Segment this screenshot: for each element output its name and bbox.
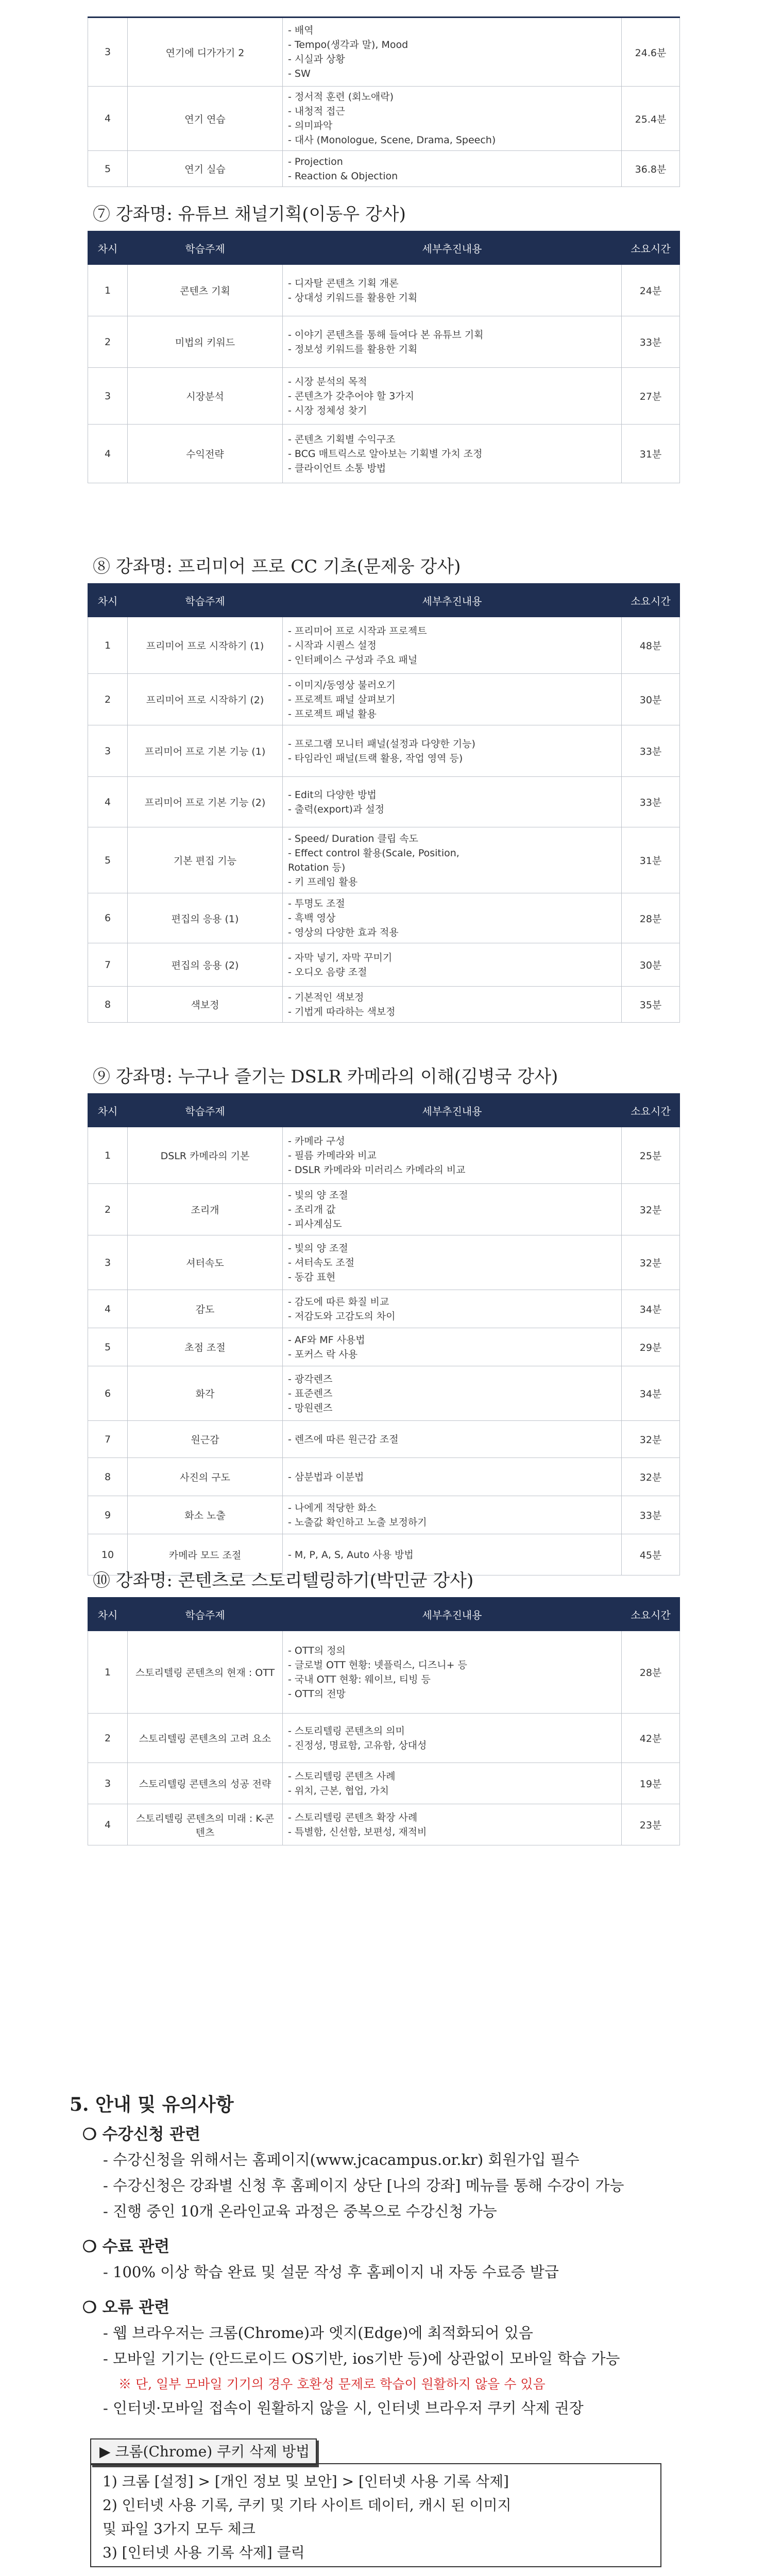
- session-number: 5: [88, 1328, 128, 1366]
- session-duration: 24분: [622, 265, 680, 316]
- session-duration: 23분: [622, 1804, 680, 1845]
- session-duration: 35분: [622, 987, 680, 1023]
- detail-item: - DSLR 카메라와 미러리스 카메라의 비교: [288, 1164, 466, 1176]
- session-duration: 33분: [622, 725, 680, 777]
- table-body: [88, 18, 680, 187]
- detail-item: - 프로그램 모니터 패널(설정과 다양한 기능): [288, 738, 475, 750]
- session-topic: 초점 조절: [128, 1328, 283, 1366]
- detail-item: - 대사 (Monologue, Scene, Drama, Speech): [288, 134, 496, 146]
- table-row: [88, 893, 680, 943]
- detail-item: - 이야기 콘텐츠를 통해 들여다 본 유튜브 기획: [288, 329, 484, 341]
- session-number: 8: [88, 987, 128, 1023]
- detail-item: - 노출값 확인하고 노출 보정하기: [288, 1516, 427, 1528]
- header-no: 차시: [88, 1094, 128, 1127]
- detail-item: - 삼분법과 이분법: [288, 1471, 364, 1483]
- session-topic: 기본 편집 기능: [128, 827, 283, 893]
- session-topic: 스토리텔링 콘텐츠의 성공 전략: [128, 1763, 283, 1804]
- table-row: [88, 368, 680, 425]
- detail-item: - 키 프레임 활용: [288, 876, 358, 888]
- session-duration: 34분: [622, 1290, 680, 1328]
- session-details: [283, 1290, 622, 1328]
- session-number: 2: [88, 1714, 128, 1763]
- session-details: [283, 1184, 622, 1235]
- session-topic: 수익전략: [128, 425, 283, 483]
- header-topic: 학습주제: [128, 584, 283, 617]
- table-header: [88, 584, 680, 617]
- session-number: 4: [88, 1290, 128, 1328]
- session-topic: 셔터속도: [128, 1235, 283, 1290]
- lecture-table-6: [88, 16, 680, 187]
- session-number: 1: [88, 617, 128, 674]
- session-topic: 화각: [128, 1366, 283, 1421]
- header-no: 차시: [88, 231, 128, 265]
- session-duration: 36.8분: [622, 151, 680, 187]
- session-duration: 31분: [622, 425, 680, 483]
- detail-item: - 오디오 음량 조절: [288, 966, 367, 978]
- enroll-line: - 진행 중인 10개 온라인교육 과정은 중복으로 수강신청 가능: [103, 2202, 497, 2220]
- error-line: - 인터넷·모바일 접속이 원활하지 않을 시, 인터넷 브라우저 쿠키 삭제 권장: [103, 2399, 584, 2417]
- detail-item: - 출력(export)과 설정: [288, 803, 385, 815]
- table-row: [88, 827, 680, 893]
- session-duration: 31분: [622, 827, 680, 893]
- session-details: [283, 1366, 622, 1421]
- header-topic: 학습주제: [128, 1598, 283, 1631]
- lecture-table-9: [88, 1093, 680, 1575]
- enroll-title: ❍ 수강신청 관련: [82, 2125, 201, 2144]
- chrome-step: 1) 크롬 [설정] > [개인 정보 및 보안] > [인터넷 사용 기록 삭제]: [103, 2473, 509, 2490]
- session-number: 2: [88, 1184, 128, 1235]
- session-details: [283, 1127, 622, 1184]
- notice-heading: 5. 안내 및 유의사항: [70, 2094, 234, 2115]
- session-topic: 연기 연습: [128, 87, 283, 151]
- header-time: 소요시간: [622, 1598, 680, 1631]
- session-number: 3: [88, 1763, 128, 1804]
- session-number: 1: [88, 265, 128, 316]
- chrome-box: [90, 2463, 661, 2567]
- session-topic: 미법의 키워드: [128, 316, 283, 368]
- session-number: 5: [88, 827, 128, 893]
- detail-item: - 망원렌즈: [288, 1402, 333, 1414]
- session-topic: 감도: [128, 1290, 283, 1328]
- detail-item: - 스토리텔링 콘텐츠 확장 사례: [288, 1811, 418, 1823]
- error-line: - 웹 브라우저는 크롬(Chrome)과 엣지(Edge)에 최적화되어 있음: [103, 2324, 533, 2342]
- lecture-table-10: [88, 1597, 680, 1845]
- completion-title: ❍ 수료 관련: [82, 2238, 170, 2256]
- session-duration: 42분: [622, 1714, 680, 1763]
- detail-item: Rotation 등): [288, 861, 346, 873]
- session-details: [283, 1714, 622, 1763]
- enroll-line: - 수강신청은 강좌별 신청 후 홈페이지 상단 [나의 강좌] 메뉴를 통해 수강이 가능: [103, 2177, 624, 2194]
- session-number: 1: [88, 1631, 128, 1714]
- detail-item: - 저감도와 고감도의 차이: [288, 1310, 396, 1322]
- detail-item: - Reaction & Objection: [288, 170, 398, 182]
- detail-item: - 나에게 적당한 화소: [288, 1502, 377, 1514]
- detail-item: - OTT의 전망: [288, 1688, 346, 1700]
- header-topic: 학습주제: [128, 231, 283, 265]
- session-topic: 카메라 모드 조절: [128, 1534, 283, 1575]
- section-9-title: ⑨ 강좌명: 누구나 즐기는 DSLR 카메라의 이해(김병국 강사): [93, 1066, 558, 1087]
- detail-item: - BCG 매트릭스로 알아보는 기획별 가치 조정: [288, 448, 483, 460]
- session-duration: 24.6분: [622, 18, 680, 87]
- detail-item: - 내청적 접근: [288, 106, 345, 117]
- detail-item: - 시작과 시퀀스 설정: [288, 639, 377, 651]
- header-details: 세부추진내용: [283, 1094, 622, 1127]
- error-title: ❍ 오류 관련: [82, 2298, 170, 2317]
- detail-item: - 기법게 따라하는 색보정: [288, 1006, 396, 1018]
- detail-item: - 특별함, 신선함, 보편성, 재적비: [288, 1826, 427, 1838]
- table-row: [88, 151, 680, 187]
- chrome-step: 3) [인터넷 사용 기록 삭제] 클릭: [103, 2544, 305, 2561]
- session-topic: 사진의 구도: [128, 1458, 283, 1496]
- table-row: [88, 1366, 680, 1421]
- session-number: 10: [88, 1534, 128, 1575]
- session-details: [283, 316, 622, 368]
- session-topic: 원근감: [128, 1421, 283, 1458]
- detail-item: - 인터페이스 구성과 주요 패널: [288, 654, 418, 666]
- lecture-table-8: [88, 583, 680, 1023]
- detail-item: - 콘텐츠가 갖추어야 할 3가지: [288, 390, 414, 402]
- session-details: [283, 1631, 622, 1714]
- table-row: [88, 1127, 680, 1184]
- error-warning: ※ 단, 일부 모바일 기기의 경우 호환성 문제로 학습이 원활하지 않을 수 있음: [118, 2377, 546, 2392]
- session-details: [283, 18, 622, 87]
- detail-item: - Projection: [288, 156, 343, 167]
- session-duration: 27분: [622, 368, 680, 425]
- session-number: 3: [88, 18, 128, 87]
- session-details: [283, 368, 622, 425]
- session-duration: 25.4분: [622, 87, 680, 151]
- session-details: [283, 827, 622, 893]
- session-details: [283, 674, 622, 725]
- session-duration: 33분: [622, 777, 680, 827]
- session-duration: 30분: [622, 943, 680, 987]
- session-details: [283, 1496, 622, 1534]
- detail-item: - 셔터속도 조절: [288, 1257, 355, 1268]
- completion-line: - 100% 이상 학습 완료 및 설문 작성 후 홈페이지 내 자동 수료증 발급: [103, 2263, 559, 2281]
- session-details: [283, 1763, 622, 1804]
- session-topic: 연기 실습: [128, 151, 283, 187]
- table-row: [88, 987, 680, 1023]
- detail-item: - 정서적 훈련 (회노애락): [288, 91, 394, 103]
- detail-item: - Edit의 다양한 방법: [288, 789, 377, 801]
- detail-item: - 영상의 다양한 효과 적용: [288, 927, 399, 938]
- header-topic: 학습주제: [128, 1094, 283, 1127]
- table-row: [88, 1804, 680, 1845]
- detail-item: - 글로벌 OTT 현황: 넷플릭스, 디즈니+ 등: [288, 1659, 467, 1671]
- chrome-box-header: ▶ 크롬(Chrome) 쿠키 삭제 방법: [90, 2438, 317, 2465]
- session-topic: 스토리텔링 콘텐츠의 미래 : K-콘텐츠: [128, 1804, 283, 1845]
- header-time: 소요시간: [622, 231, 680, 265]
- error-line: - 모바일 기기는 (안드로이드 OS기반, ios기반 등)에 상관없이 모바일 학습 가능: [103, 2350, 620, 2367]
- detail-item: - 카메라 구성: [288, 1135, 345, 1147]
- session-number: 1: [88, 1127, 128, 1184]
- detail-item: - 광각렌즈: [288, 1373, 333, 1385]
- detail-item: - M, P, A, S, Auto 사용 방법: [288, 1549, 414, 1561]
- session-number: 3: [88, 368, 128, 425]
- session-number: 4: [88, 87, 128, 151]
- detail-item: - 흑백 영상: [288, 912, 336, 924]
- session-number: 4: [88, 425, 128, 483]
- section-8-title: ⑧ 강좌명: 프리미어 프로 CC 기초(문제웅 강사): [93, 556, 461, 577]
- detail-item: - 이미지/동영상 불러오기: [288, 679, 396, 691]
- session-details: [283, 987, 622, 1023]
- detail-item: - 빛의 양 조절: [288, 1242, 348, 1254]
- session-topic: 색보정: [128, 987, 283, 1023]
- table-header: [88, 231, 680, 265]
- session-topic: 프리미어 프로 시작하기 (1): [128, 617, 283, 674]
- session-details: [283, 617, 622, 674]
- session-details: [283, 425, 622, 483]
- session-duration: 33분: [622, 316, 680, 368]
- session-number: 7: [88, 943, 128, 987]
- session-number: 9: [88, 1496, 128, 1534]
- detail-item: - 표준렌즈: [288, 1387, 333, 1399]
- session-topic: DSLR 카메라의 기본: [128, 1127, 283, 1184]
- header-details: 세부추진내용: [283, 584, 622, 617]
- session-details: [283, 943, 622, 987]
- session-number: 4: [88, 1804, 128, 1845]
- detail-item: - 프로젝트 패널 활용: [288, 708, 377, 720]
- session-details: [283, 1328, 622, 1366]
- session-duration: 45분: [622, 1534, 680, 1575]
- session-duration: 19분: [622, 1763, 680, 1804]
- session-duration: 32분: [622, 1421, 680, 1458]
- detail-item: - 상대성 키워드를 활용한 기획: [288, 292, 418, 303]
- session-duration: 28분: [622, 893, 680, 943]
- detail-item: - Effect control 활용(Scale, Position,: [288, 847, 459, 859]
- table-row: [88, 87, 680, 151]
- session-topic: 프리미어 프로 기본 기능 (1): [128, 725, 283, 777]
- session-topic: 콘텐츠 기획: [128, 265, 283, 316]
- table-header: [88, 1598, 680, 1631]
- detail-item: - 콘텐츠 기획별 수익구조: [288, 433, 396, 445]
- detail-item: - 시실과 상황: [288, 54, 345, 65]
- table-row: [88, 1235, 680, 1290]
- table-row: [88, 777, 680, 827]
- table-row: [88, 617, 680, 674]
- session-number: 4: [88, 777, 128, 827]
- session-duration: 29분: [622, 1328, 680, 1366]
- detail-item: - 동감 표현: [288, 1271, 336, 1283]
- session-details: [283, 893, 622, 943]
- header-no: 차시: [88, 1598, 128, 1631]
- detail-item: - OTT의 정의: [288, 1645, 346, 1656]
- session-duration: 32분: [622, 1184, 680, 1235]
- detail-item: - 조리개 값: [288, 1204, 336, 1215]
- detail-item: - 정보성 키워드를 활용한 기획: [288, 343, 418, 355]
- detail-item: - 투명도 조절: [288, 898, 345, 909]
- session-number: 3: [88, 1235, 128, 1290]
- detail-item: - 의미파악: [288, 120, 333, 131]
- session-details: [283, 777, 622, 827]
- session-details: [283, 265, 622, 316]
- session-topic: 스토리텔링 콘텐츠의 고려 요소: [128, 1714, 283, 1763]
- detail-item: - 감도에 따른 화질 비교: [288, 1296, 389, 1308]
- session-topic: 화소 노출: [128, 1496, 283, 1534]
- chrome-step: 및 파일 3가지 모두 체크: [103, 2520, 256, 2537]
- table-row: [88, 265, 680, 316]
- table-row: [88, 1496, 680, 1534]
- table-row: [88, 1763, 680, 1804]
- session-details: [283, 1235, 622, 1290]
- lecture-table-7: [88, 231, 680, 483]
- session-duration: 32분: [622, 1458, 680, 1496]
- session-details: [283, 1804, 622, 1845]
- detail-item: - AF와 MF 사용법: [288, 1334, 365, 1346]
- table-header: [88, 1094, 680, 1127]
- session-duration: 33분: [622, 1496, 680, 1534]
- session-topic: 프리미어 프로 기본 기능 (2): [128, 777, 283, 827]
- session-number: 6: [88, 1366, 128, 1421]
- table-row: [88, 1184, 680, 1235]
- header-time: 소요시간: [622, 584, 680, 617]
- detail-item: - 렌즈에 따른 원근감 조절: [288, 1433, 399, 1445]
- session-topic: 스토리텔링 콘텐츠의 현재 : OTT: [128, 1631, 283, 1714]
- detail-item: - 시장 정체성 찾기: [288, 404, 367, 416]
- session-number: 5: [88, 151, 128, 187]
- session-number: 6: [88, 893, 128, 943]
- detail-item: - 디자탈 콘텐츠 기획 개론: [288, 277, 399, 289]
- detail-item: - 스토리텔링 콘텐츠의 의미: [288, 1725, 405, 1737]
- session-details: [283, 725, 622, 777]
- session-number: 7: [88, 1421, 128, 1458]
- detail-item: - 국내 OTT 현황: 웨이브, 티빙 등: [288, 1673, 431, 1685]
- detail-item: - 진정성, 명료함, 고유함, 상대성: [288, 1739, 427, 1751]
- chrome-step: 2) 인터넷 사용 기록, 쿠키 및 기타 사이트 데이터, 캐시 된 이미지: [103, 2497, 512, 2514]
- session-topic: 편집의 응용 (2): [128, 943, 283, 987]
- detail-item: - 필름 카메라와 비교: [288, 1149, 377, 1161]
- detail-item: - 자막 넣기, 자막 꾸미기: [288, 952, 393, 963]
- header-time: 소요시간: [622, 1094, 680, 1127]
- table-row: [88, 1458, 680, 1496]
- session-topic: 프리미어 프로 시작하기 (2): [128, 674, 283, 725]
- table-row: [88, 725, 680, 777]
- table-row: [88, 943, 680, 987]
- session-number: 3: [88, 725, 128, 777]
- detail-item: - 클라이언트 소통 방법: [288, 462, 386, 474]
- table-row: [88, 674, 680, 725]
- detail-item: - 빛의 양 조절: [288, 1189, 348, 1201]
- session-duration: 28분: [622, 1631, 680, 1714]
- session-number: 8: [88, 1458, 128, 1496]
- session-topic: 연기에 디가가기 2: [128, 18, 283, 87]
- detail-item: - Speed/ Duration 클립 속도: [288, 833, 418, 844]
- detail-item: - 프로젝트 패널 살펴보기: [288, 693, 396, 705]
- session-details: [283, 87, 622, 151]
- detail-item: - 위치, 근본, 협업, 가치: [288, 1785, 389, 1797]
- session-topic: 조리개: [128, 1184, 283, 1235]
- table-row: [88, 425, 680, 483]
- detail-item: - 프리미어 프로 시작과 프로젝트: [288, 625, 427, 637]
- detail-item: - Tempo(생각과 말), Mood: [288, 39, 408, 50]
- header-no: 차시: [88, 584, 128, 617]
- table-row: [88, 1714, 680, 1763]
- session-number: 2: [88, 316, 128, 368]
- detail-item: - 타임라인 패널(트랙 활용, 작업 영역 등): [288, 752, 463, 764]
- session-details: [283, 1421, 622, 1458]
- detail-item: - SW: [288, 68, 311, 79]
- table-row: [88, 1328, 680, 1366]
- table-row: [88, 1631, 680, 1714]
- detail-item: - 포커스 락 사용: [288, 1348, 358, 1360]
- table-row: [88, 1290, 680, 1328]
- header-details: 세부추진내용: [283, 1598, 622, 1631]
- detail-item: - 시장 분석의 목적: [288, 376, 367, 387]
- session-duration: 25분: [622, 1127, 680, 1184]
- header-details: 세부추진내용: [283, 231, 622, 265]
- section-7-title: ⑦ 강좌명: 유튜브 채널기획(이동우 강사): [93, 204, 406, 225]
- session-details: [283, 1458, 622, 1496]
- detail-item: - 배역: [288, 25, 314, 36]
- detail-item: - 피사계심도: [288, 1218, 342, 1230]
- enroll-line: - 수강신청을 위해서는 홈페이지(www.jcacampus.or.kr) 회원가입 필수: [103, 2151, 580, 2168]
- detail-item: - 스토리텔링 콘텐츠 사례: [288, 1770, 396, 1782]
- section-10-title: ⑩ 강좌명: 콘텐츠로 스토리텔링하기(박민균 강사): [93, 1570, 474, 1591]
- session-topic: 편집의 응용 (1): [128, 893, 283, 943]
- table-row: [88, 18, 680, 87]
- session-duration: 34분: [622, 1366, 680, 1421]
- session-duration: 30분: [622, 674, 680, 725]
- table-row: [88, 1421, 680, 1458]
- session-duration: 48분: [622, 617, 680, 674]
- session-details: [283, 151, 622, 187]
- session-duration: 32분: [622, 1235, 680, 1290]
- session-number: 2: [88, 674, 128, 725]
- detail-item: - 기본적인 색보정: [288, 991, 364, 1003]
- session-topic: 시장분석: [128, 368, 283, 425]
- table-row: [88, 316, 680, 368]
